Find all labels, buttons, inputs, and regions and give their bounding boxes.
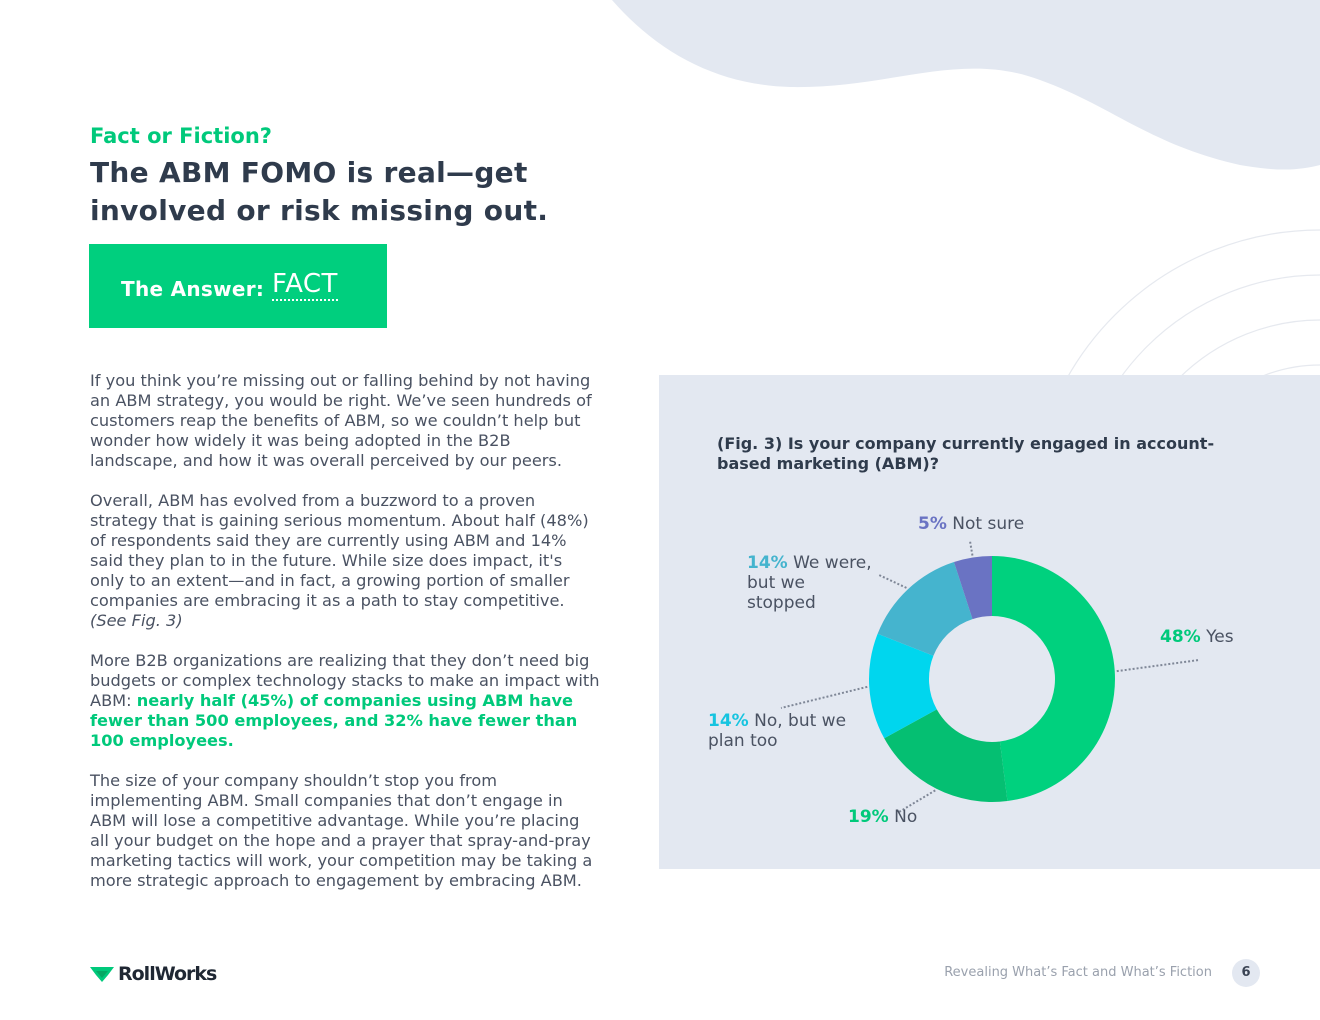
logo-icon (90, 965, 114, 983)
answer-box (89, 244, 387, 328)
figure-reference: (See Fig. 3) (90, 611, 183, 630)
logo-text: RollWorks (118, 963, 217, 985)
donut-slice-0 (992, 556, 1115, 801)
chart-title: (Fig. 3) Is your company currently engaged in account-based marketing (ABM)? (717, 434, 1215, 473)
leader-line-2 (781, 687, 867, 708)
label-stopped-text: We were, but we stopped (747, 553, 872, 613)
body-text (90, 371, 600, 911)
label-yes (1160, 627, 1234, 647)
paragraph-2 (90, 491, 600, 631)
leader-line-0 (1117, 660, 1199, 671)
label-stopped-pct: 14% (747, 553, 788, 573)
paragraph-1: If you think you’re missing out or falling behind by not having an ABM strategy, you would be right. We’ve seen hundreds of customers reap the benefits of ABM, so we couldn’t help but wonder how widely it was being adopted in the B2B landscape, and how it was overall perceived by our peers. (90, 371, 592, 470)
label-yes-pct: 48% (1160, 627, 1201, 647)
background-arcs (1020, 220, 1320, 380)
answer-label: The Answer: (121, 277, 265, 301)
background-blob (0, 0, 1320, 180)
label-no (848, 807, 917, 827)
label-plan-pct: 14% (708, 711, 749, 731)
paragraph-3-highlight: nearly half (45%) of companies using ABM have fewer than 500 employees, and 32% have fewer than 100 employees. (90, 691, 578, 750)
rollworks-logo (90, 963, 216, 985)
label-yes-text: Yes (1206, 627, 1234, 647)
kicker: Fact or Fiction? (90, 124, 272, 148)
footer-tagline: Revealing What’s Fact and What’s Fiction (944, 965, 1212, 980)
figure-panel (659, 375, 1320, 869)
label-plan-text: No, but we plan too (708, 711, 847, 751)
page-title: The ABM FOMO is real—get involved or risk missing out. (90, 156, 549, 227)
paragraph-2-text: Overall, ABM has evolved from a buzzword to a proven strategy that is gaining serious momentum. About half (48%) of respondents said they are currently using ABM and 14% said they plan to in the future. While size does impact, it's only to an extent—and in fact, a growing portion of smaller companies are embracing it as a path to stay competitive. (90, 491, 589, 610)
label-not-sure-pct: 5% (918, 514, 947, 534)
leader-line-3 (879, 575, 906, 588)
paragraph-4: The size of your company shouldn’t stop you from implementing ABM. Small companies that don’t engage in ABM will lose a competitive advantage. While you’re placing all your budget on the hope and a prayer that spray-and-pray marketing tactics will work, your competition may be taking a more strategic approach to engagement by embracing ABM. (90, 771, 593, 890)
donut-chart (659, 375, 1320, 869)
label-stopped (747, 553, 877, 613)
label-plan (708, 711, 858, 751)
label-no-text: No (894, 807, 918, 827)
page-number: 6 (1232, 959, 1260, 987)
label-not-sure-text: Not sure (952, 514, 1025, 534)
paragraph-3 (90, 651, 600, 751)
answer-value: FACT (272, 269, 338, 299)
label-no-pct: 19% (848, 807, 889, 827)
label-not-sure (918, 514, 1024, 534)
leader-line-4 (970, 541, 972, 556)
paragraph-3-text: More B2B organizations are realizing that they don’t need big budgets or complex technology stacks to make an impact with ABM: (90, 651, 600, 710)
